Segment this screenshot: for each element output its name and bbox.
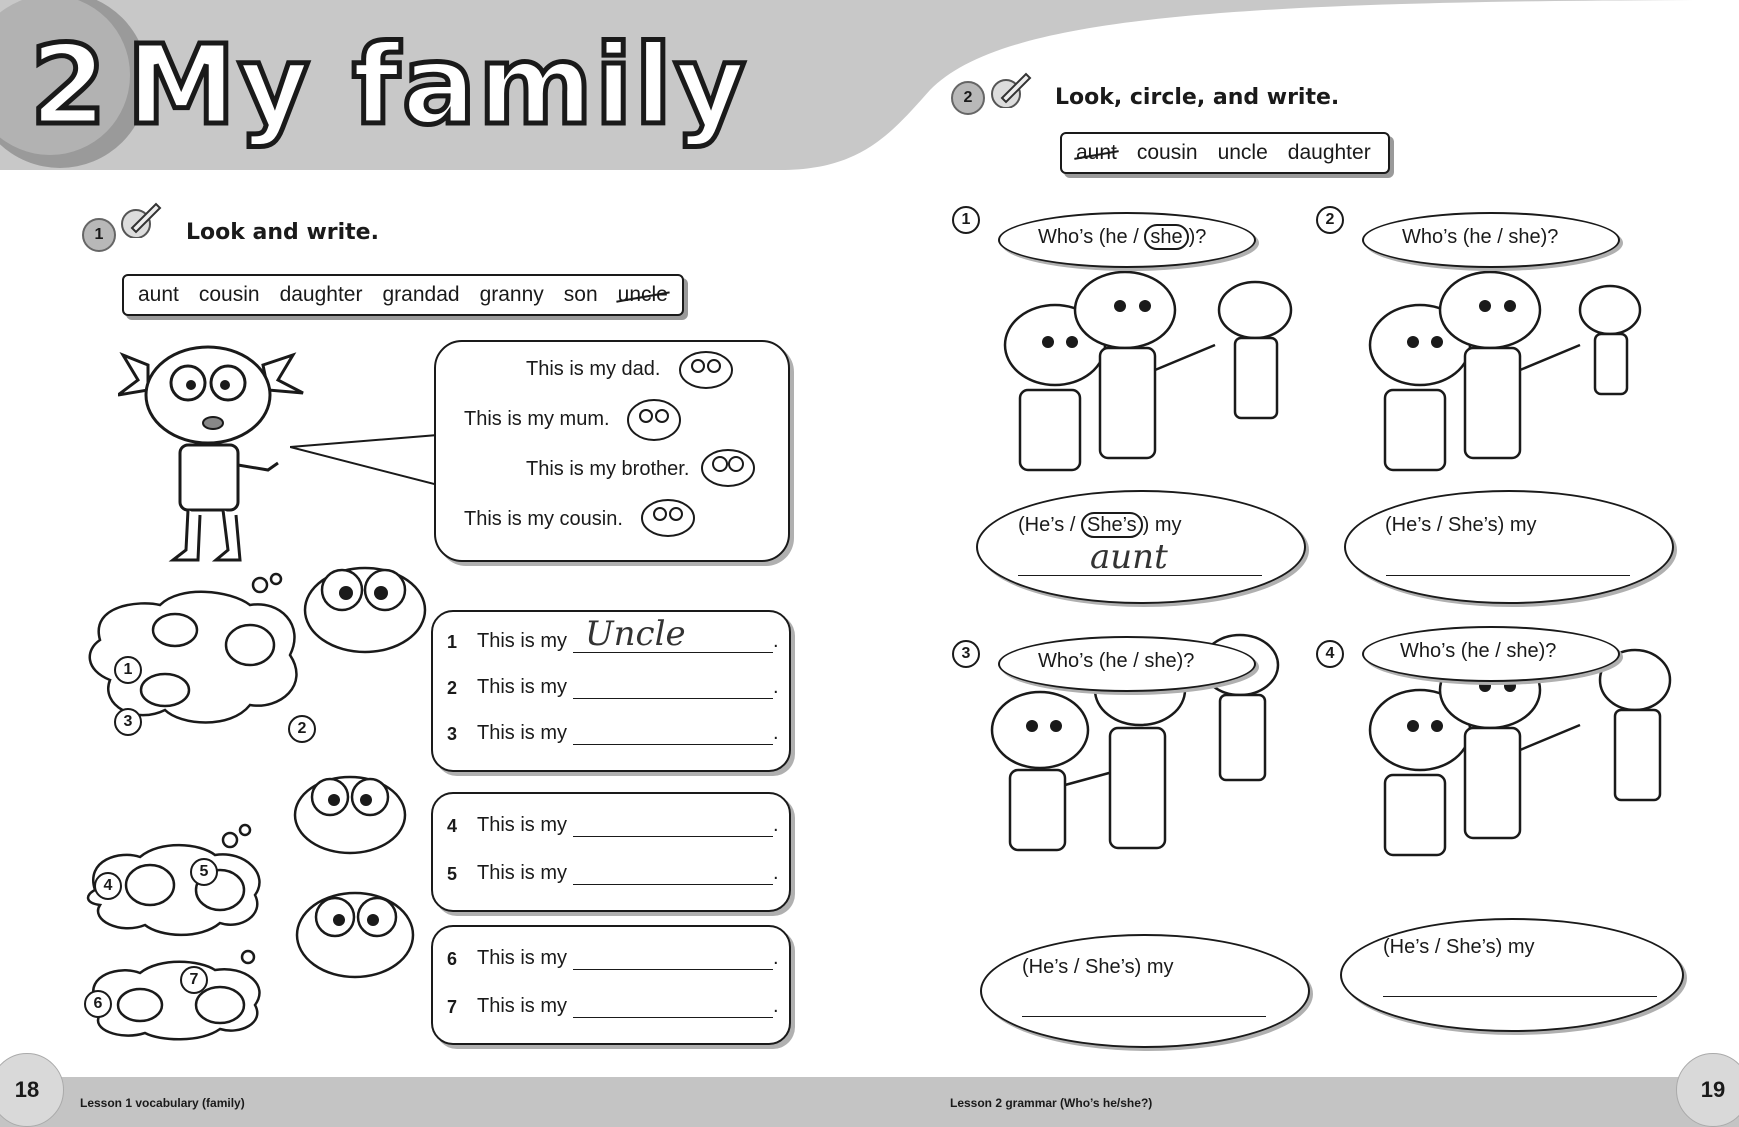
panel-1-question: [1038, 226, 1206, 249]
answer-box-6-7: [431, 925, 791, 1045]
thought-number-1: 1: [114, 656, 142, 684]
item-6-blank[interactable]: [573, 945, 773, 970]
item-7-blank[interactable]: [573, 993, 773, 1018]
word-aunt: aunt: [138, 283, 179, 306]
thought-number-7: 7: [180, 966, 208, 994]
word-daughter: daughter: [279, 283, 363, 306]
item-3: 3 This is my .: [447, 722, 779, 744]
panel-1-answer: [1018, 514, 1182, 537]
word-aunt-crossed: aunt: [1076, 141, 1117, 164]
item-1-number: 1: [447, 632, 458, 652]
thought-number-3: 3: [114, 708, 142, 736]
item-7: 7 This is my .: [447, 995, 779, 1017]
item-6: 6 This is my .: [447, 947, 779, 969]
item-7-number: 7: [447, 997, 458, 1017]
speech-line-mum: This is my mum.: [464, 408, 610, 430]
item-2: 2 This is my .: [447, 676, 779, 698]
panel-2-question: Who’s (he / she)?: [1402, 226, 1559, 248]
speech-line-brother: This is my brother.: [526, 458, 690, 480]
panel-1-answer-a: (He’s /: [1018, 514, 1081, 536]
pencil-icon: [118, 200, 162, 238]
unit-number: 2: [30, 21, 109, 149]
panel-4-question: Who’s (he / she)?: [1400, 640, 1557, 662]
item-6-text: This is my: [477, 947, 567, 969]
item-6-number: 6: [447, 949, 458, 969]
panel-2-number: 2: [1316, 206, 1344, 234]
thought-number-5: 5: [190, 858, 218, 886]
pencil-icon: [988, 70, 1032, 108]
item-2-blank[interactable]: [573, 674, 773, 699]
item-4-blank[interactable]: [573, 812, 773, 837]
thought-clouds-illustration: [80, 545, 440, 1045]
word-granny: granny: [479, 283, 544, 306]
panel-1-question-c: )?: [1188, 226, 1207, 248]
cousin-face-icon: [638, 492, 698, 542]
panel-1-number: 1: [952, 206, 980, 234]
item-5-blank[interactable]: [573, 860, 773, 885]
panel-3-number: 3: [952, 640, 980, 668]
exercise-1-instruction: Look and write.: [186, 220, 379, 245]
page-number-left: 18: [0, 1053, 64, 1127]
item-4-number: 4: [447, 816, 458, 836]
panel-1-circled-shes: She’s: [1081, 512, 1143, 538]
panel-3-answer: (He’s / She’s) my: [1022, 956, 1174, 978]
panel-2-blank[interactable]: [1386, 545, 1630, 576]
footer-lesson-right: Lesson 2 grammar (Who’s he/she?): [950, 1096, 1153, 1110]
word-cousin: cousin: [198, 283, 260, 306]
thought-number-2: 2: [288, 715, 316, 743]
item-4-text: This is my: [477, 814, 567, 836]
panel-3-blank[interactable]: [1022, 986, 1266, 1017]
ex2-word-box: [1060, 132, 1390, 174]
unit-title: My family: [126, 21, 748, 149]
panel-characters-illustration: [960, 250, 1739, 950]
panel-1-question-a: Who’s (he /: [1038, 226, 1145, 248]
item-3-blank[interactable]: [573, 720, 773, 745]
panel-4-number: 4: [1316, 640, 1344, 668]
footer-band: [0, 1077, 1739, 1127]
girl-character-illustration: [118, 345, 308, 570]
dad-face-icon: [676, 344, 736, 392]
exercise-1-number: 1: [82, 218, 116, 252]
item-3-number: 3: [447, 724, 458, 744]
panel-3-question: Who’s (he / she)?: [1038, 650, 1195, 672]
speech-line-cousin: This is my cousin.: [464, 508, 623, 530]
item-3-text: This is my: [477, 722, 567, 744]
mum-face-icon: [624, 392, 684, 444]
exercise-2-number: 2: [951, 81, 985, 115]
thought-number-4: 4: [94, 872, 122, 900]
page-title: [30, 21, 748, 149]
panel-1-blank[interactable]: [1018, 537, 1262, 577]
item-2-number: 2: [447, 678, 458, 698]
item-7-text: This is my: [477, 995, 567, 1017]
panel-1-written-answer: aunt: [1090, 537, 1168, 577]
item-5-text: This is my: [477, 862, 567, 884]
item-5: 5 This is my .: [447, 862, 779, 884]
exercise-2-instruction: Look, circle, and write.: [1055, 85, 1340, 110]
brother-face-icon: [698, 442, 758, 492]
speech-tail: [290, 335, 440, 495]
footer-lesson-left: Lesson 1 vocabulary (family): [80, 1096, 245, 1110]
item-2-text: This is my: [477, 676, 567, 698]
panel-1-answer-c: ) my: [1142, 514, 1182, 536]
word-uncle: uncle: [1217, 141, 1268, 164]
panel-4-answer: (He’s / She’s) my: [1383, 936, 1535, 958]
word-son: son: [563, 283, 598, 306]
answer-box-1-3: [431, 610, 791, 772]
item-4: 4 This is my .: [447, 814, 779, 836]
panel-2-answer: (He’s / She’s) my: [1385, 514, 1537, 536]
thought-number-6: 6: [84, 990, 112, 1018]
item-1-text: This is my: [477, 630, 567, 652]
item-5-number: 5: [447, 864, 458, 884]
word-uncle-crossed: uncle: [617, 283, 668, 306]
panel-1-circled-she: she: [1144, 224, 1188, 250]
speech-line-dad: This is my dad.: [526, 358, 661, 380]
panel-4-blank[interactable]: [1383, 966, 1657, 997]
item-1: 1 This is my Uncle .: [447, 614, 779, 654]
answer-box-4-5: [431, 792, 791, 912]
ex1-word-box: [122, 274, 684, 316]
word-grandad: grandad: [382, 283, 460, 306]
item-1-answer: Uncle: [585, 614, 686, 654]
word-daughter: daughter: [1287, 141, 1371, 164]
page-number-right: 19: [1676, 1053, 1739, 1127]
family-speech-bubble: [434, 340, 790, 562]
word-cousin: cousin: [1136, 141, 1198, 164]
